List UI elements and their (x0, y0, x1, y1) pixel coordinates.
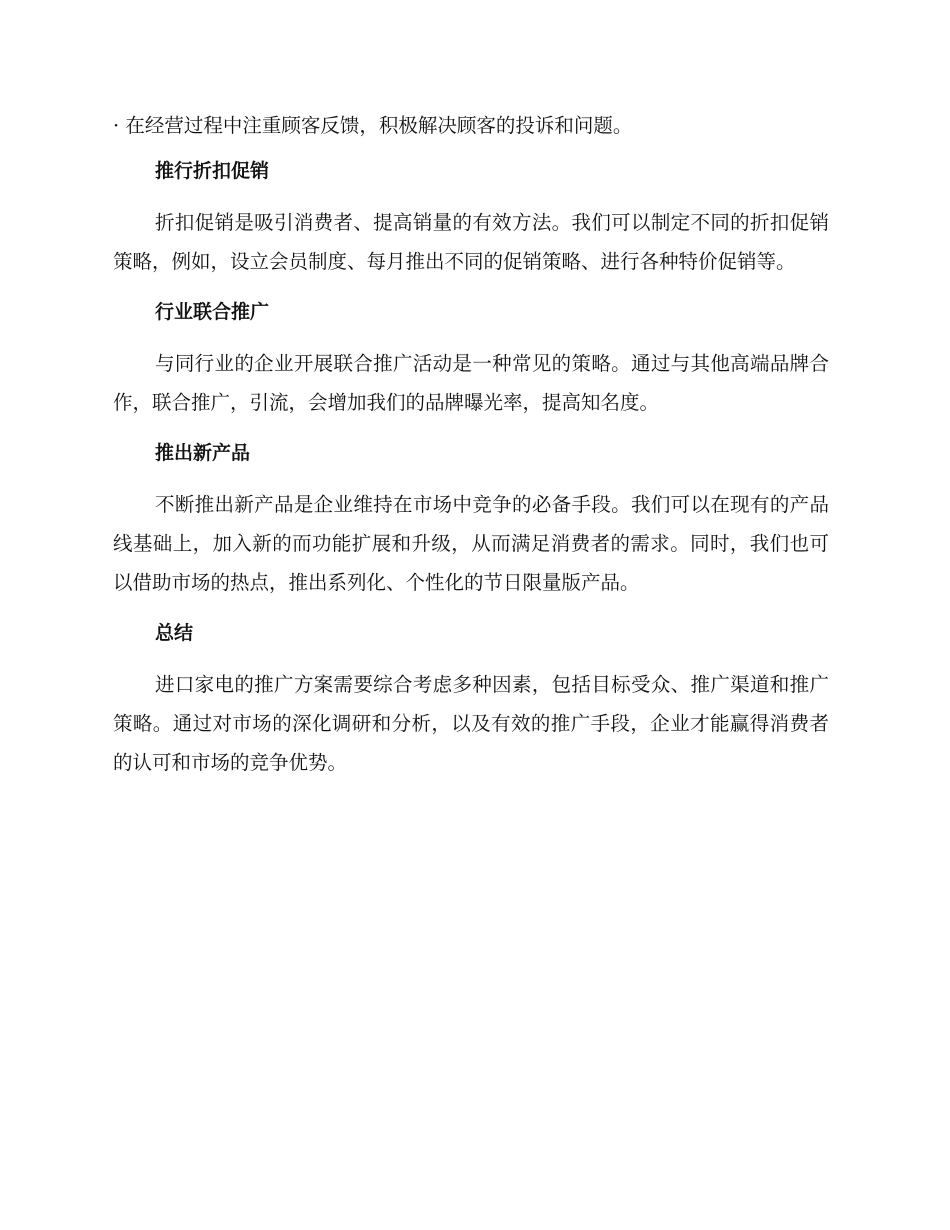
section-heading-new-products: 推出新产品 (155, 442, 251, 464)
section-paragraph-summary: 进口家电的推广方案需要综合考虑多种因素，包括目标受众、推广渠道和推广策略。通过对市场的深化调研和分析，以及有效的推广手段，企业才能赢得消费者的认可和市场的竞争优势。 (113, 673, 829, 774)
section-paragraph-discount: 折扣促销是吸引消费者、提高销量的有效方法。我们可以制定不同的折扣促销策略，例如，设立会员制度、每月推出不同的促销策略、进行各种特价促销等。 (113, 211, 829, 273)
bullet-item: · 在经营过程中注重顾客反馈，积极解决顾客的投诉和问题。 (113, 114, 633, 137)
section-heading-discount: 推行折扣促销 (155, 160, 270, 182)
section-heading-summary: 总结 (155, 622, 194, 644)
section-heading-joint-promotion: 行业联合推广 (155, 301, 270, 323)
document-body (113, 111, 829, 798)
section-paragraph-joint-promotion: 与同行业的企业开展联合推广活动是一种常见的策略。通过与其他高端品牌合作，联合推广，引流，会增加我们的品牌曝光率，提高知名度。 (113, 352, 829, 414)
section-paragraph-new-products: 不断推出新产品是企业维持在市场中竞争的必备手段。我们可以在现有的产品线基础上，加入新的而功能扩展和升级，从而满足消费者的需求。同时，我们也可以借助市场的热点，推出系列化、个性化的节日限量版产品。 (113, 493, 829, 594)
